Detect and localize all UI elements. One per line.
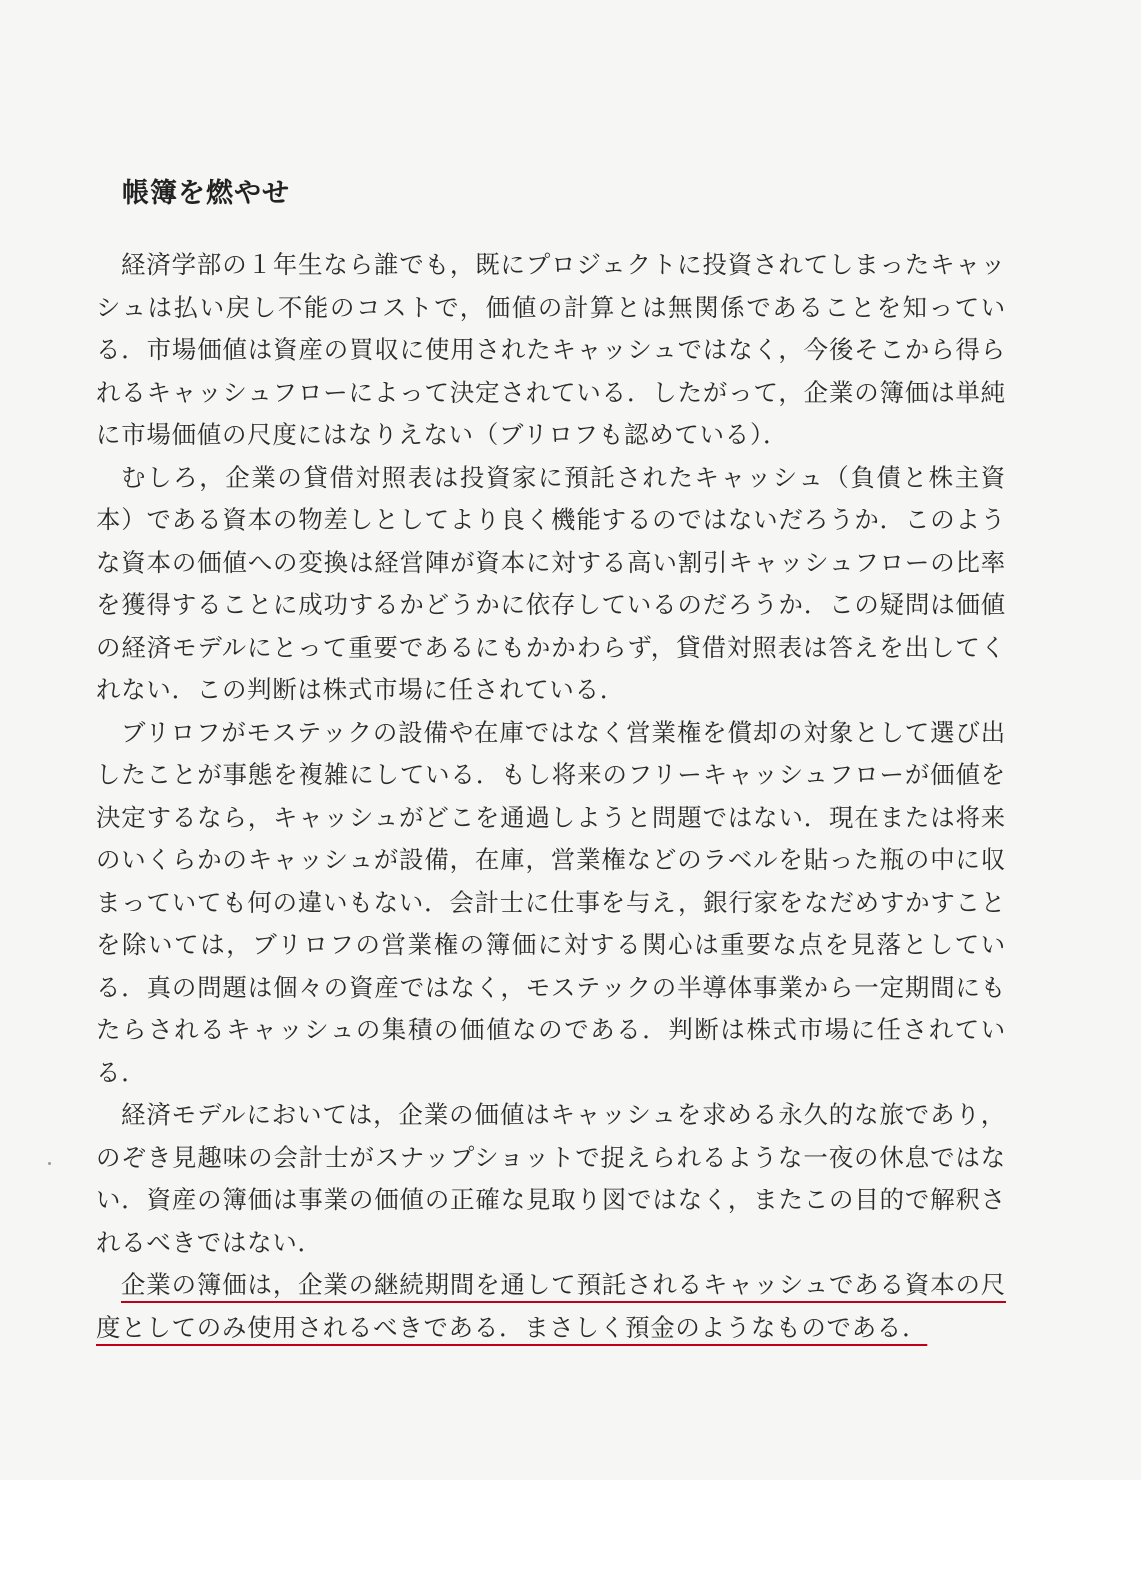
paragraph-2: むしろ，企業の貸借対照表は投資家に預託されたキャッシュ（負債と株主資本）である資本の物差しとしてより良く機能するのではないだろうか．このような資本の価値への変換は経営陣が資本に対する高い割引キャッシュフローの比率を獲得することに成功するかどうかに依存しているのだろうか．この疑問は価値の経済モデルにとって重要であるにもかかわらず，貸借対照表は答えを出してくれない．この判断は株式市場に任されている． [96,462,1006,704]
paragraph-1: 経済学部の１年生なら誰でも，既にプロジェクトに投資されてしまったキャッシュは払い戻し不能のコストで，価値の計算とは無関係であることを知っている．市場価値は資産の買収に使用されたキャッシュではなく，今後そこから得られるキャッシュフローによって決定されている．したがって，企業の簿価は単純に市場価値の尺度にはなりえない（ブリロフも認めている）． [96,250,1006,449]
paragraph-4: 経済モデルにおいては，企業の価値はキャッシュを求める永久的な旅であり，のぞき見趣味の会計士がスナップショットで捉えられるような一夜の休息ではない．資産の簿価は事業の価値の正確な見取り図ではなく，またこの目的で解釈されるべきではない． [96,1100,1006,1257]
paragraph-3: ブリロフがモステックの設備や在庫ではなく営業権を償却の対象として選び出したことが事態を複雑にしている．もし将来のフリーキャッシュフローが価値を決定するなら，キャッシュがどこを通過しようと問題ではない．現在または将来のいくらかのキャッシュが設備，在庫，営業権などのラベルを貼った瓶の中に収まっていても何の違いもない．会計士に仕事を与え，銀行家をなだめすかすことを除いては，ブリロフの営業権の簿価に対する関心は重要な点を見落としている．真の問題は個々の資産ではなく，モステックの半導体事業から一定期間にもたらされるキャッシュの集積の価値なのである．判断は株式市場に任されている． [96,717,1006,1087]
section-heading: 帳簿を燃やせ [122,178,290,209]
document-body [96,178,1006,1349]
underlined-paragraph: 企業の簿価は，企業の継続期間を通して預託されるキャッシュである資本の尺度としてのみ使用されるべきである．まさしく預金のようなものである． [96,1270,1006,1342]
scan-speck [48,1162,51,1165]
page-margin [0,1480,1141,1593]
